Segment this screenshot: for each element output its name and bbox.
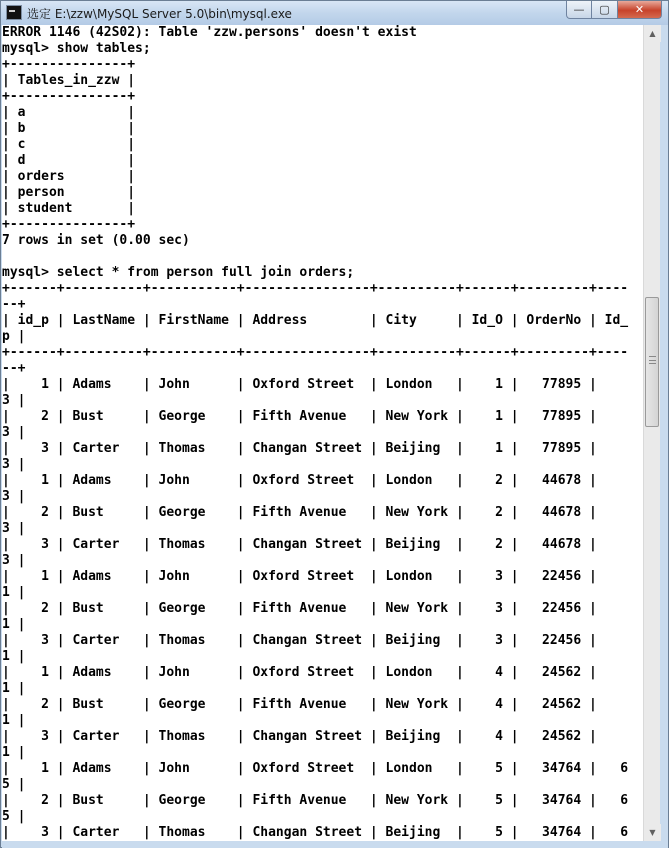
title-bar[interactable]	[1, 1, 668, 25]
console-line: 1 |	[2, 713, 26, 728]
console-line: | student |	[2, 201, 136, 216]
console-line: | 3 | Carter | Thomas | Changan Street | Beijing | 1 | 77895 |	[2, 441, 597, 456]
console-line: p |	[2, 329, 26, 344]
console-line: | 1 | Adams | John | Oxford Street | London | 2 | 44678 |	[2, 473, 597, 488]
close-button[interactable]	[618, 1, 662, 19]
console-line: +------+----------+-----------+----------------+----------+------+---------+----	[2, 345, 629, 360]
console-line: | Tables_in_zzw |	[2, 73, 136, 88]
console-line: 3 |	[2, 457, 26, 472]
console-line: | id_p | LastName | FirstName | Address | City | Id_O | OrderNo | Id_	[2, 313, 629, 328]
console-line: | 1 | Adams | John | Oxford Street | London | 4 | 24562 |	[2, 665, 597, 680]
window-bottom-border	[2, 841, 668, 848]
console-line: | c |	[2, 137, 136, 152]
console-line: | 2 | Bust | George | Fifth Avenue | New York | 4 | 24562 |	[2, 697, 597, 712]
grip-icon	[649, 356, 656, 364]
console-line: 1 |	[2, 681, 26, 696]
console-line: | 3 | Carter | Thomas | Changan Street | Beijing | 2 | 44678 |	[2, 537, 597, 552]
close-icon: ✕	[634, 3, 645, 16]
console-line: +------+----------+-----------+----------------+----------+------+---------+----	[2, 281, 629, 296]
console-line: | a |	[2, 105, 136, 120]
console-line: 1 |	[2, 649, 26, 664]
console-line: mysql> select * from person full join orders;	[2, 265, 355, 280]
console-app-icon[interactable]	[6, 5, 22, 20]
console-line: | 2 | Bust | George | Fifth Avenue | New York | 3 | 22456 |	[2, 601, 597, 616]
minimize-button[interactable]	[566, 1, 592, 19]
minimize-icon: —	[573, 3, 585, 16]
console-line: --+	[2, 297, 26, 312]
console-line: 1 |	[2, 585, 26, 600]
scroll-up-arrow-icon: ▲	[649, 29, 656, 38]
console-line: --+	[2, 361, 26, 376]
console-line: 3 |	[2, 553, 26, 568]
window-controls	[566, 1, 662, 19]
scroll-down-arrow-icon: ▼	[649, 828, 656, 837]
console-line: | 3 | Carter | Thomas | Changan Street | Beijing | 5 | 34764 | 6	[2, 825, 629, 840]
console-line: +---------------+	[2, 89, 136, 104]
console-line: | 2 | Bust | George | Fifth Avenue | New York | 1 | 77895 |	[2, 409, 597, 424]
console-line: | 3 | Carter | Thomas | Changan Street | Beijing | 3 | 22456 |	[2, 633, 597, 648]
scroll-thumb[interactable]	[645, 297, 659, 427]
maximize-icon: ▢	[599, 3, 610, 16]
console-line: 5 |	[2, 777, 26, 792]
console-output[interactable]	[2, 25, 643, 841]
console-line: | 1 | Adams | John | Oxford Street | London | 5 | 34764 | 6	[2, 761, 629, 776]
console-line: | 1 | Adams | John | Oxford Street | London | 3 | 22456 |	[2, 569, 597, 584]
console-line: | 3 | Carter | Thomas | Changan Street | Beijing | 4 | 24562 |	[2, 729, 597, 744]
console-line: | d |	[2, 153, 136, 168]
console-text	[2, 25, 643, 841]
maximize-button[interactable]	[592, 1, 618, 19]
console-line: | 2 | Bust | George | Fifth Avenue | New York | 2 | 44678 |	[2, 505, 597, 520]
window-title: 选定 E:\zzw\MySQL Server 5.0\bin\mysql.exe	[27, 7, 292, 21]
console-line: 3 |	[2, 521, 26, 536]
scroll-up-button[interactable]	[644, 25, 661, 42]
console-line: 3 |	[2, 425, 26, 440]
console-line: 1 |	[2, 745, 26, 760]
console-line: | 1 | Adams | John | Oxford Street | London | 1 | 77895 |	[2, 377, 597, 392]
console-line: +---------------+	[2, 57, 136, 72]
console-line: 7 rows in set (0.00 sec)	[2, 233, 190, 248]
scroll-down-button[interactable]	[644, 824, 661, 841]
console-line: | person |	[2, 185, 136, 200]
console-line: +---------------+	[2, 217, 136, 232]
console-line: 3 |	[2, 393, 26, 408]
vertical-scrollbar[interactable]	[643, 25, 660, 841]
console-line: mysql> show tables;	[2, 41, 151, 56]
console-line: 3 |	[2, 489, 26, 504]
console-line: 1 |	[2, 617, 26, 632]
console-line: 5 |	[2, 809, 26, 824]
console-line: ERROR 1146 (42S02): Table 'zzw.persons' doesn't exist	[2, 25, 417, 40]
console-line: | 2 | Bust | George | Fifth Avenue | New York | 5 | 34764 | 6	[2, 793, 629, 808]
console-line: | orders |	[2, 169, 136, 184]
console-line: | b |	[2, 121, 136, 136]
